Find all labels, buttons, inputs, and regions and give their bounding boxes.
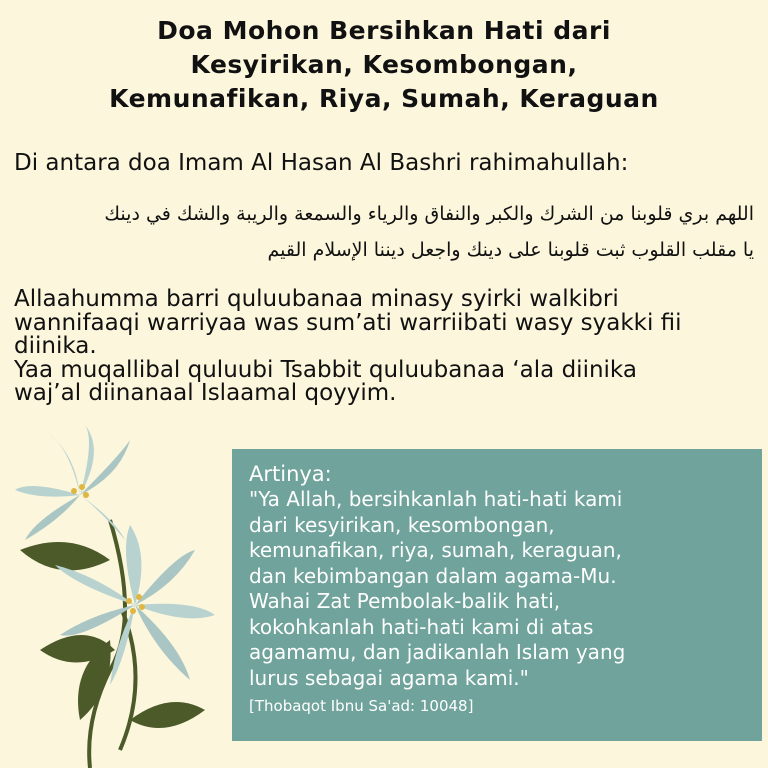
arabic-line-1: اللهم بري قلوبنا من الشرك والكبر والنفاق والرياء والسمعة والريبة والشك في دينك <box>104 203 754 225</box>
translation-line-7: agamamu, dan jadikanlah Islam yang <box>249 640 626 664</box>
translit-line-4: Yaa muqallibal quluubi Tsabbit quluubanaa ‘ala diinika <box>14 356 637 383</box>
translation-quote <box>249 487 744 691</box>
transliteration <box>14 288 754 406</box>
intro-text: Di antara doa Imam Al Hasan Al Bashri rahimahullah: <box>14 150 629 176</box>
translation-line-1: "Ya Allah, bersihkanlah hati-hati kami <box>249 487 623 511</box>
translation-line-3: kemunafikan, riya, sumah, keraguan, <box>249 538 622 562</box>
flower-illustration <box>0 420 232 768</box>
arabic-line-2: يا مقلب القلوب ثبت قلوبنا على دينك واجعل ديننا الإسلام القيم <box>267 239 754 261</box>
title-line-1: Doa Mohon Bersihkan Hati dari <box>157 16 611 45</box>
arabic-prayer <box>14 196 754 268</box>
translation-line-5: Wahai Zat Pembolak-balik hati, <box>249 589 561 613</box>
translation-box <box>232 449 762 741</box>
translit-line-5: waj’al diinanaal Islaamal qoyyim. <box>14 380 397 406</box>
page-title <box>0 14 768 116</box>
translation-line-6: kokohkanlah hati-hati kami di atas <box>249 614 594 639</box>
translation-line-4: dan kebimbangan dalam agama-Mu. <box>249 563 617 588</box>
translit-line-2: wannifaaqi warriyaa was sum’ati warriibati wasy syakki fii <box>14 309 682 336</box>
title-line-3: Kemunafikan, Riya, Sumah, Keraguan <box>109 84 659 113</box>
translation-line-2: dari kesyirikan, kesombongan, <box>249 512 555 537</box>
source-citation: [Thobaqot Ibnu Sa'ad: 10048] <box>249 697 474 715</box>
translation-line-8: lurus sebagai agama kami." <box>249 665 529 690</box>
translit-line-3: diinika. <box>14 333 97 359</box>
title-line-2: Kesyirikan, Kesombongan, <box>190 50 578 79</box>
translit-line-1: Allaahumma barri quluubanaa minasy syirki walkibri <box>14 286 619 312</box>
translation-label: Artinya: <box>249 462 332 486</box>
